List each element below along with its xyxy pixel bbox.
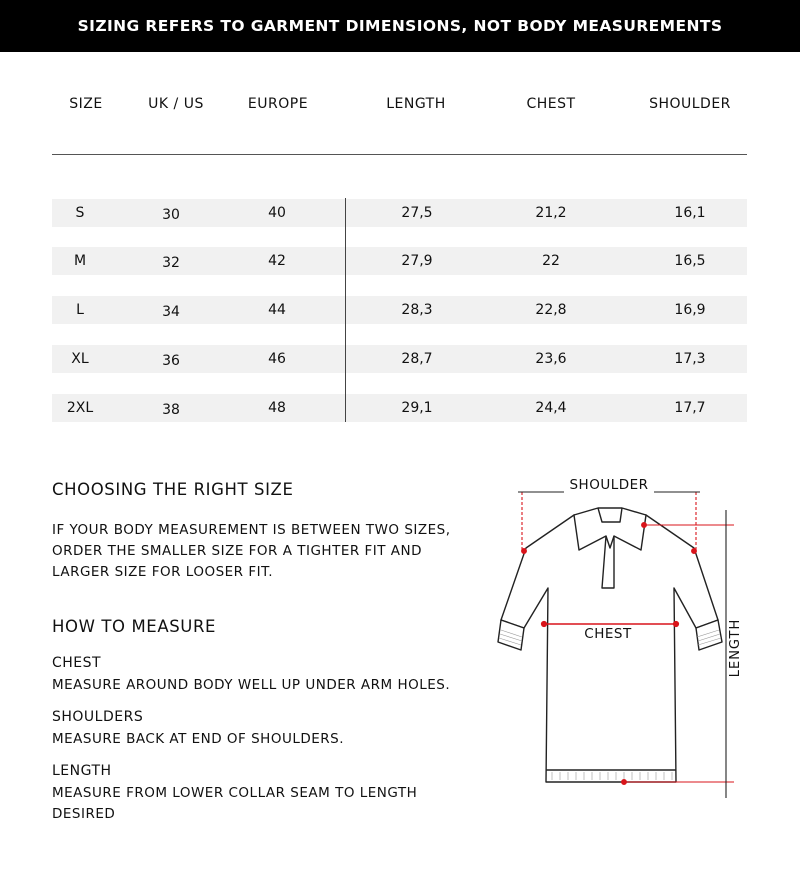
cell-length: 29,1 [401,400,433,416]
cell-length: 28,7 [401,351,433,367]
cell-size: S [75,205,85,221]
length-description [52,783,417,825]
cell-uk-us: 38 [162,402,180,418]
cell-uk-us: 30 [162,207,180,223]
shoulder-label: SHOULDER [569,477,649,493]
polo-shirt-icon [496,470,800,810]
length-description-line-2: DESIRED [52,806,116,822]
choosing-text [52,520,451,583]
chest-description: MEASURE AROUND BODY WELL UP UNDER ARM HOLES. [52,677,451,693]
column-divider [345,198,346,422]
table-row [52,394,747,422]
cell-shoulder: 16,1 [674,205,706,221]
cell-shoulder: 17,7 [674,400,706,416]
size-banner [0,0,800,52]
cell-uk-us: 36 [162,353,180,369]
cell-chest: 23,6 [535,351,567,367]
cell-length: 27,5 [401,205,433,221]
header-europe: EUROPE [247,96,309,112]
chest-title: CHEST [52,655,102,671]
cell-chest: 24,4 [535,400,567,416]
choosing-line-3: LARGER SIZE FOR LOOSER FIT. [52,564,274,580]
cell-size: L [76,302,84,318]
cell-uk-us: 34 [162,304,180,320]
header-shoulder: SHOULDER [649,96,731,112]
cell-europe: 40 [268,205,286,221]
cell-europe: 48 [268,400,286,416]
cell-size: XL [71,351,89,367]
table-row [52,296,747,324]
shoulders-title: SHOULDERS [52,709,144,725]
cell-length: 27,9 [401,253,433,269]
header-uk-us: UK / US [148,96,204,112]
cell-shoulder: 16,9 [674,302,706,318]
cell-chest: 22 [542,253,560,269]
chest-label: CHEST [584,626,632,642]
header-divider [52,154,747,155]
choosing-line-2: ORDER THE SMALLER SIZE FOR A TIGHTER FIT AND [52,543,423,559]
header-chest: CHEST [526,96,576,112]
measurement-diagram [496,470,800,810]
cell-europe: 44 [268,302,286,318]
cell-shoulder: 16,5 [674,253,706,269]
header-length: LENGTH [386,96,446,112]
cell-size: M [73,253,87,269]
table-row [52,345,747,373]
cell-chest: 21,2 [535,205,567,221]
cell-uk-us: 32 [162,255,180,271]
table-row [52,247,747,275]
cell-size: 2XL [66,400,94,416]
cell-europe: 46 [268,351,286,367]
cell-shoulder: 17,3 [674,351,706,367]
cell-chest: 22,8 [535,302,567,318]
choosing-title: CHOOSING THE RIGHT SIZE [52,480,294,499]
choosing-line-1: IF YOUR BODY MEASUREMENT IS BETWEEN TWO SIZES, [52,522,451,538]
length-title: LENGTH [52,763,112,779]
banner-text: SIZING REFERS TO GARMENT DIMENSIONS, NOT BODY MEASUREMENTS [77,17,723,35]
header-size: SIZE [69,96,103,112]
cell-length: 28,3 [401,302,433,318]
length-description-line-1: MEASURE FROM LOWER COLLAR SEAM TO LENGTH [52,785,418,801]
table-row [52,199,747,227]
shoulders-description: MEASURE BACK AT END OF SHOULDERS. [52,731,345,747]
length-label: LENGTH [728,618,743,678]
how-to-measure-title: HOW TO MEASURE [52,617,217,636]
cell-europe: 42 [268,253,286,269]
